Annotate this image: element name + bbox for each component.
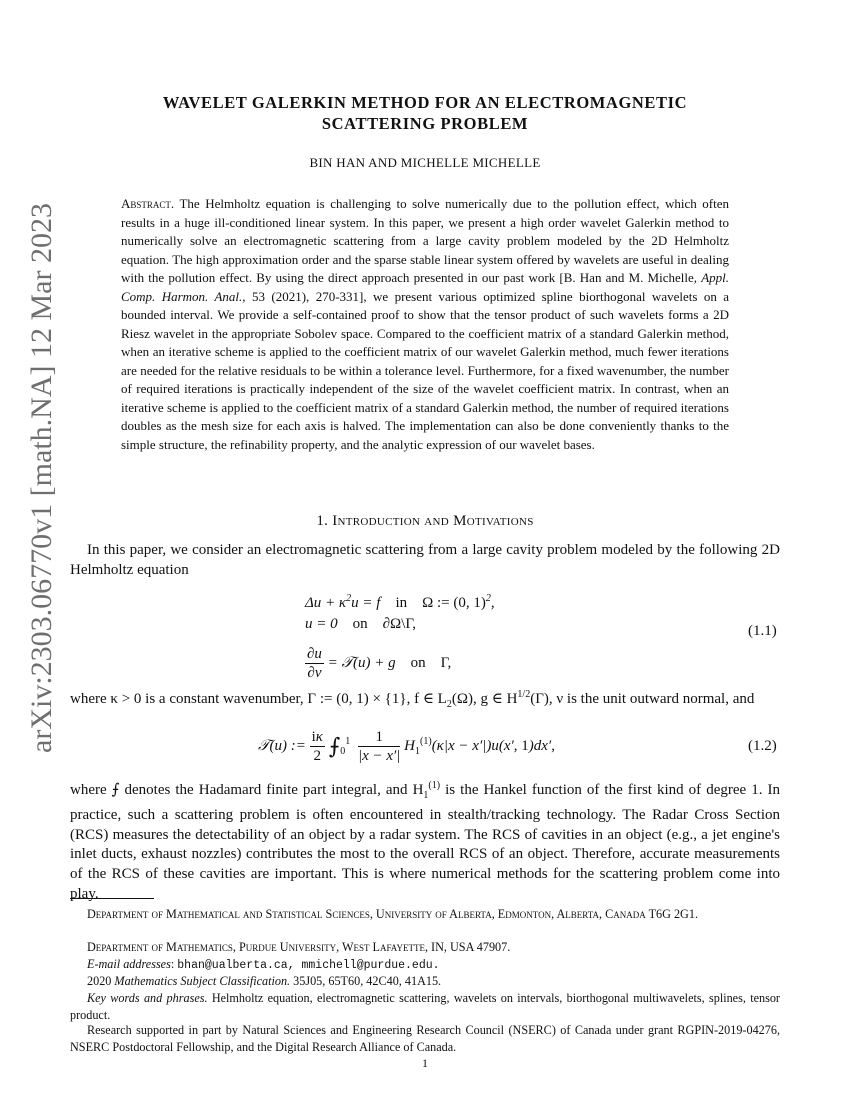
equation-number-1-2: (1.2) [748,738,777,754]
keywords-label: Key words and phrases. [87,991,208,1005]
equation-1-1: $\Delta u + \kappa^2u = f$ in Ω := (0, 1)$^2$, u = 0 on ∂Ω\Γ, $\frac{\partial u}{\partial\nu}$ = 𝒯(u) + g on Γ, [305,593,495,681]
author-list: BIN HAN AND MICHELLE MICHELLE [309,155,541,170]
affiliation-alberta: Department of Mathematical and Statistical Sciences, University of Alberta, Edmonton, Alberta, Canada T6G 2G1. [87,907,698,921]
keywords-text: Helmholtz equation, electromagnetic scattering, wavelets on intervals, biorthogonal multiwavelets, splines, tensor product. [70,991,780,1022]
scattering-paragraph: where ⨍ denotes the Hadamard finite part integral, and $H_1^{(1)}$ is the Hankel function of the first kind of degree 1. In practice, such a scattering problem is often encountered in stealth/tracking technology. The Radar Cross Section (RCS) measures the detectability of an object by a radar system. The RCS of cavities in an object (e.g., a jet engine's inlet ducts, exhaust nozzles) contributes the most to the overall RCS of an object. Therefore, accurate measurements of the RCS of these cavities are important. This is where numerical methods for the scattering problem come into play. [70,780,780,902]
abstract-text-1: The Helmholtz equation is challenging to solve numerically due to the pollution effect, which often results in a huge ill-conditioned linear system. In this paper, we present a high order wavelet Galerkin method to numerically solve an electromagnetic scattering from a large cavity problem modeled by the 2D Helmholtz equation. The high approximation order and the sparse stable linear system offered by wavelets are useful in dealing with the pollution effect. By using the direct approach presented in our past work [B. Han and M. Michelle, [121,196,729,285]
abstract-text-2: , 53 (2021), 270-331], we present various optimized spline biorthogonal wavelets on a bounded interval. We provide a self-contained proof to show that the tensor product of such wavelets forms a 2D Riesz wavelet in the appropriate Sobolev space. Compared to the coefficient matrix of a standard Galerkin method, when an iterative scheme is applied to the coefficient matrix of our wavelet Galerkin method, much fewer iterations are needed for the relative residuals to be within a tolerance level. Furthermore, for a fixed wavenumber, the number of required iterations is practically independent of the size of the wavelet coefficient matrix. In contrast, when an iterative scheme is applied to the coefficient matrix of a standard Galerkin method, the number of required iterations doubles as the mesh size for each axis is halved. The implementation can also be done conveniently thanks to the simple structure, the refinability property, and the analytic expression of our wavelet bases. [121,288,729,452]
section-heading: 1. Introduction and Motivations [316,513,534,529]
scattering-text-a: where ⨍ denotes the Hadamard finite part integral, and H [70,782,424,798]
email-label: E-mail addresses [87,957,171,971]
funding-note: Research supported in part by Natural Sciences and Engineering Research Council (NSERC) of Canada under grant RGPIN-2019-04276, NSERC Postdoctoral Fellowship, and the Digital Research Alliance of Canada. [70,1023,780,1054]
title-line-1: WAVELET GALERKIN METHOD FOR AN ELECTROMAGNETIC [162,93,688,112]
definitions-paragraph: where κ > 0 is a constant wavenumber, Γ := (0, 1) × {1}, f ∈ $L_2(\Omega)$, g ∈ $H^{1/2}(\Gamma)$, ν is the unit outward normal, and [70,689,755,710]
definitions-text-b: (Ω), g ∈ H [451,691,518,707]
msc-year: 2020 [87,974,115,988]
arxiv-sidebar-stamp [14,202,70,753]
scattering-text-b: is the Hankel function of the first kind of degree 1. In practice, such a scattering problem is often encountered in stealth/tracking technology. The Radar Cross Section (RCS) measures the detectability of an object by a radar system. The RCS of cavities in an object (e.g., a jet engine's inlet ducts, exhaust nozzles) contributes the most to the overall RCS of an object. Therefore, accurate measurements of the RCS of these cavities are important. This is where numerical methods for the scattering problem come into play. [70,782,780,902]
title-line-2: SCATTERING PROBLEM [321,114,529,133]
affiliation-purdue: Department of Mathematics, Purdue University, West Lafayette, IN, USA 47907. [87,940,511,954]
abstract [121,195,729,454]
definitions-text-a: where κ > 0 is a constant wavenumber, Γ := (0, 1) × {1}, f ∈ L [70,691,447,707]
arxiv-identifier: arXiv:2303.06770v1 [math.NA] 12 Mar 2023 [25,202,58,753]
abstract-label: Abstract. [121,196,175,211]
definitions-text-c: (Γ), ν is the unit outward normal, and [530,691,755,707]
keywords-line [70,990,780,1023]
intro-paragraph: In this paper, we consider an electromagnetic scattering from a large cavity problem modeled by the following 2D Helmholtz equation [70,542,780,578]
page-number: 1 [422,1056,428,1070]
equation-number-1-1: (1.1) [748,623,777,639]
msc-label: Mathematics Subject Classification. [114,974,291,988]
footnote-divider [70,898,154,899]
abstract-journal: Appl. Comp. Harmon. Anal. [121,270,729,304]
msc-line [70,973,780,990]
email-addresses: bhan@ualberta.ca, mmichell@purdue.edu. [177,959,440,972]
equation-1-2: 𝒯(u) := $\frac{i\kappa}{2}$ $⨍_0^1$ $\frac{1}{|x - x'|}$ $H_1^{(1)}(\kappa|x - x'|)u(x'$, 1)dx′, [258,729,555,764]
msc-codes: 35J05, 65T60, 42C40, 41A15. [290,974,442,988]
email-line: E-mail addresses: bhan@ualberta.ca, mmichell@purdue.edu. [87,957,440,972]
paper-title [0,92,850,134]
